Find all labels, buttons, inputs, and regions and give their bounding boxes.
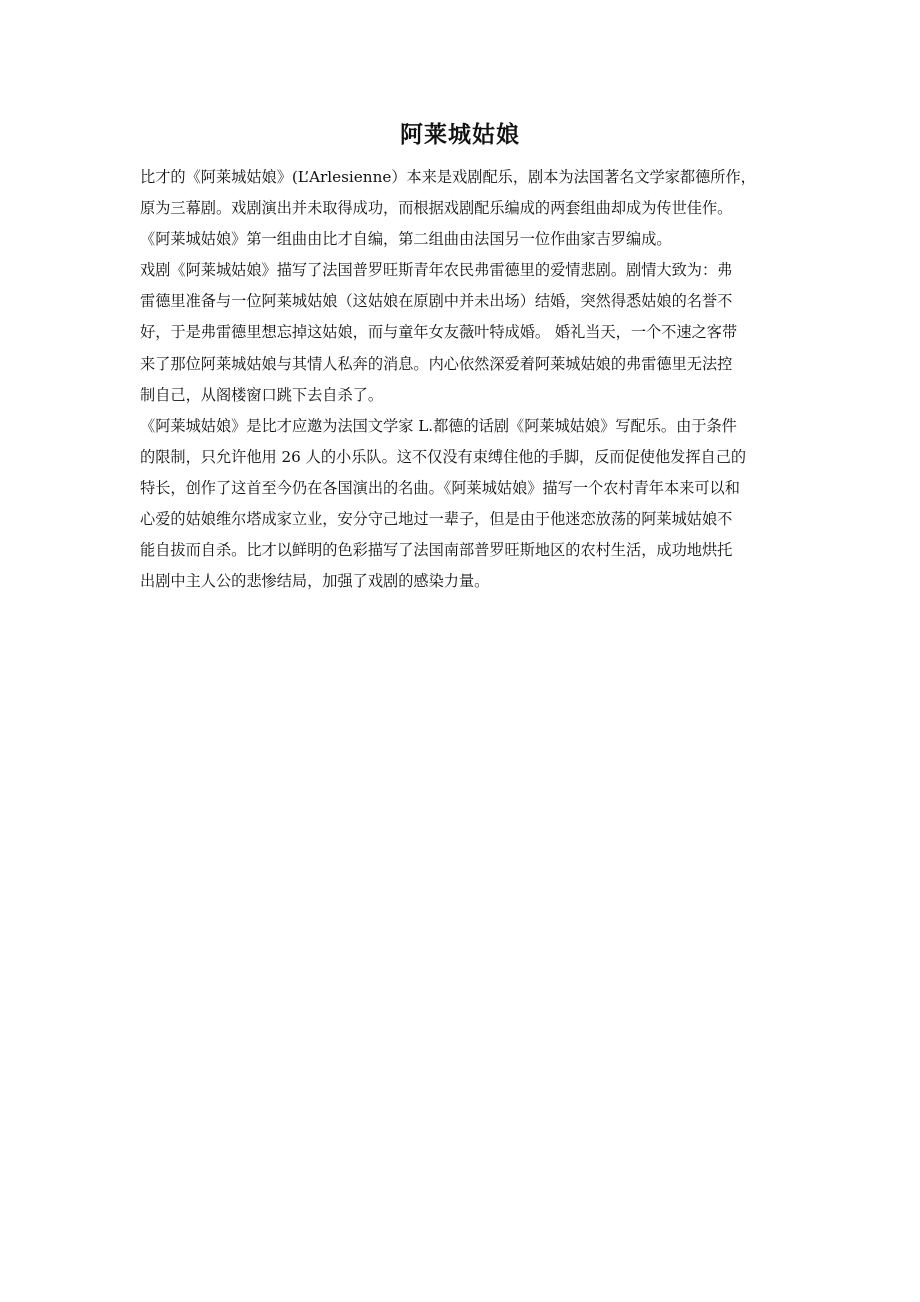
paragraph-line: 原为三幕剧。戏剧演出并未取得成功，而根据戏剧配乐编成的两套组曲却成为传世佳作。 — [140, 199, 733, 218]
paragraph-2 — [140, 255, 800, 410]
paragraph-line: 《阿莱城姑娘》第一组曲由比才自编，第二组曲由法国另一位作曲家吉罗编成。 — [140, 230, 672, 249]
paragraph-line: 心爱的姑娘维尔塔成家立业，安分守己地过一辈子，但是由于他迷恋放荡的阿莱城姑娘不 — [140, 510, 733, 529]
paragraph-line: 来了那位阿莱城姑娘与其情人私奔的消息。内心依然深爱着阿莱城姑娘的弗雷德里无法控 — [140, 354, 733, 373]
paragraph-line: 《阿莱城姑娘》是比才应邀为法国文学家 L.都德的话剧《阿莱城姑娘》写配乐。由于条件 — [140, 416, 737, 435]
document-title: 阿莱城姑娘 — [400, 122, 520, 148]
paragraph-line: 比才的《阿莱城姑娘》(L’Arlesienne）本来是戏剧配乐，剧本为法国著名文学家都德所作， — [140, 168, 756, 186]
paragraph-line: 的限制，只允许他用 26 人的小乐队。这不仅没有束缚住他的手脚，反而促使他发挥自己的 — [140, 447, 747, 466]
paragraph-line: 戏剧《阿莱城姑娘》描写了法国普罗旺斯青年农民弗雷德里的爱情悲剧。剧情大致为：弗 — [140, 261, 733, 280]
paragraph-line: 出剧中主人公的悲惨结局，加强了戏剧的感染力量。 — [140, 572, 490, 591]
paragraph-line: 能自拔而自杀。比才以鲜明的色彩描写了法国南部普罗旺斯地区的农村生活，成功地烘托 — [140, 541, 733, 560]
paragraph-line: 雷德里准备与一位阿莱城姑娘（这姑娘在原剧中并未出场）结婚，突然得悉姑娘的名誉不 — [140, 292, 733, 311]
paragraph-line: 好，于是弗雷德里想忘掉这姑娘，而与童年女友薇叶特成婚。 婚礼当天，一个不速之客带 — [140, 323, 738, 342]
document-body — [140, 162, 800, 597]
paragraph-3 — [140, 411, 800, 598]
paragraph-line: 制自己，从阁楼窗口跳下去自杀了。 — [140, 385, 383, 404]
paragraph-line: 特长，创作了这首至今仍在各国演出的名曲。《阿莱城姑娘》描写一个农村青年本来可以和 — [140, 478, 740, 497]
paragraph-1 — [140, 162, 800, 255]
